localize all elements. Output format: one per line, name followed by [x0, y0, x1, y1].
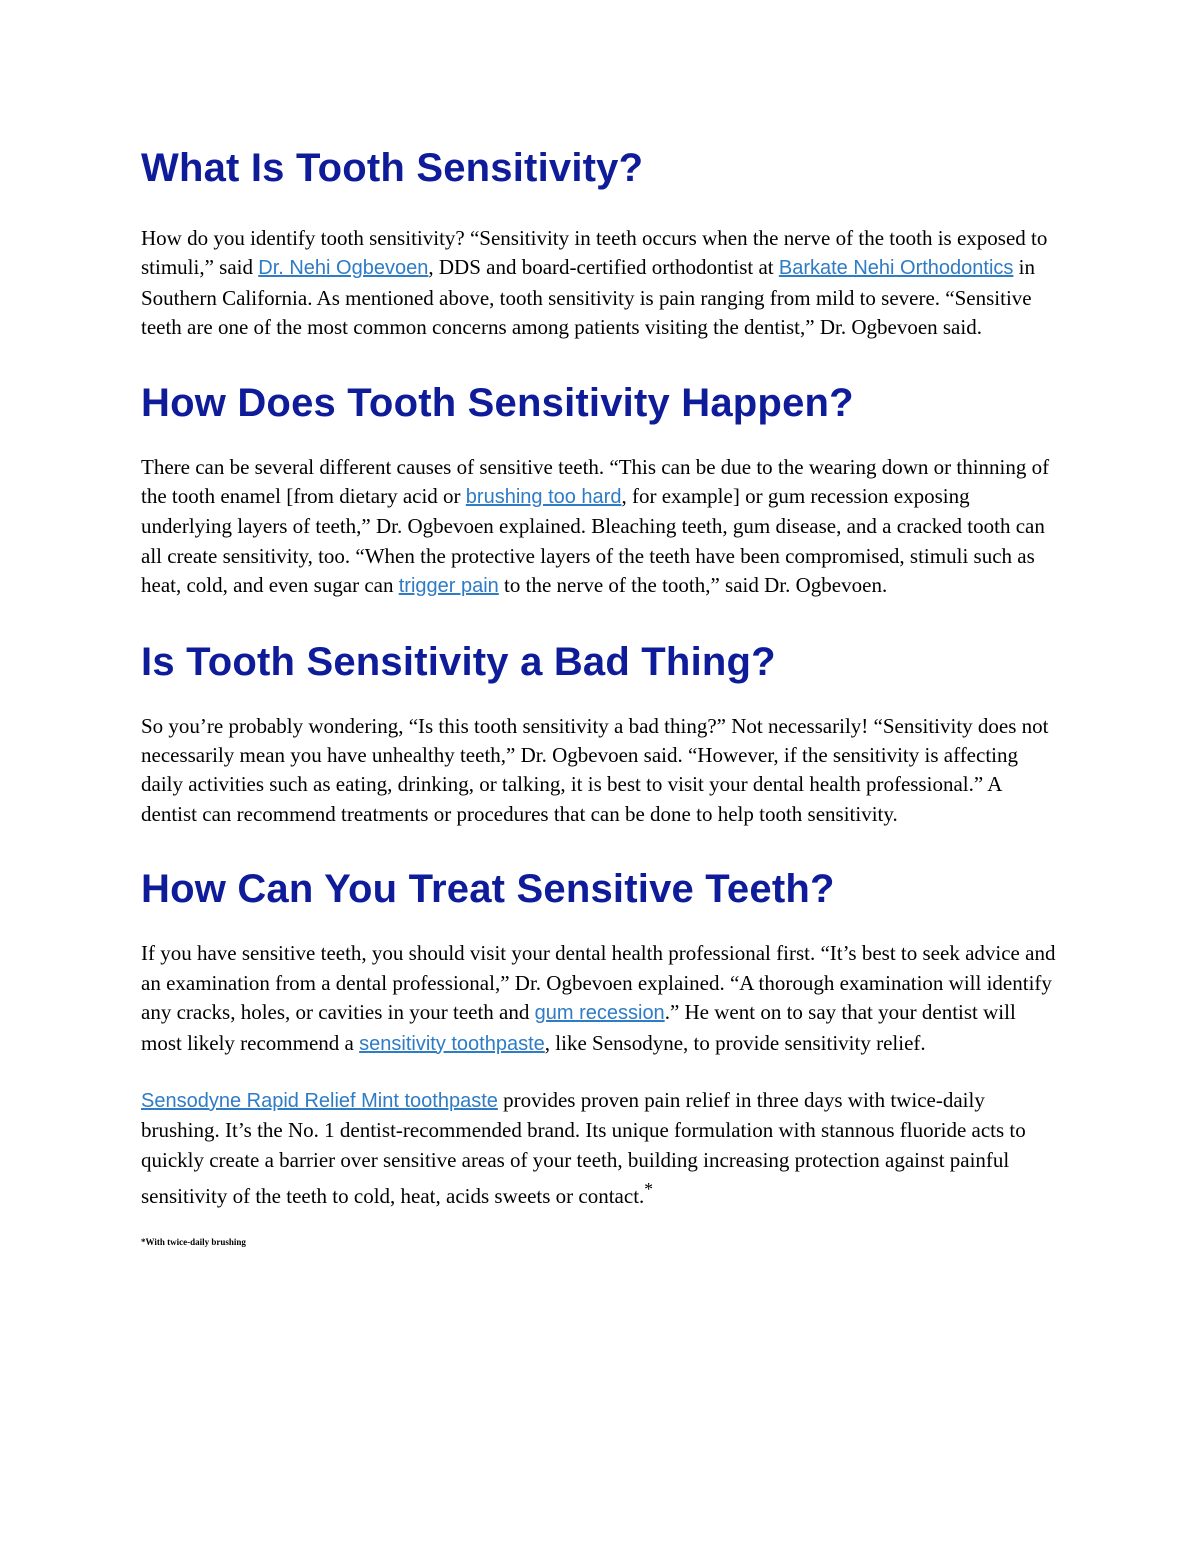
text-segment: to the nerve of the tooth,” said Dr. Ogbevoen.	[498, 573, 888, 598]
heading-how-does-tooth-sensitivity-happen: How Does Tooth Sensitivity Happen?	[141, 380, 854, 425]
text-segment: , for example] or gum recession exposing underlying layers of teeth,” Dr. Ogbevoen explained. Bleaching teeth, gum disease, and a cracked tooth can all create sensitivity, too. “When the protective layers of the teeth have been compromised, stimuli such as heat, cold, and even sugar can	[141, 484, 1045, 598]
link-dr-nehi-ogbevoen[interactable]: Dr. Nehi Ogbevoen	[258, 257, 429, 280]
link-barkate-nehi-orthodontics[interactable]: Barkate Nehi Orthodontics	[778, 257, 1014, 280]
paragraph-how-does-tooth-sensitivity-happen	[141, 453, 1061, 602]
heading-how-can-you-treat-sensitive-teeth: How Can You Treat Sensitive Teeth?	[141, 867, 835, 912]
link-brushing-too-hard[interactable]: brushing too hard	[465, 486, 622, 509]
text-segment: provides proven pain relief in three days with twice-daily brushing. It’s the No. 1 dentist-recommended brand. Its unique formulation with stannous fluoride acts to quickly create a barrier over sensitive areas of your teeth, building increasing protection against painful sensitivity of the teeth to cold, heat, acids sweets or contact.	[141, 1087, 1026, 1209]
paragraph-how-can-you-treat-sensitive-teeth	[141, 939, 1061, 1059]
footnote: *With twice-daily brushing	[141, 1236, 246, 1247]
heading-what-is-tooth-sensitivity: What Is Tooth Sensitivity?	[141, 146, 644, 190]
text-segment: How do you identify tooth sensitivity? “Sensitivity in teeth occurs when the nerve of the tooth is exposed to stimuli,” said	[141, 226, 1048, 280]
text-segment: , DDS and board-certified orthodontist at	[428, 255, 779, 280]
document-page	[141, 140, 1061, 1248]
link-trigger-pain[interactable]: trigger pain	[398, 575, 499, 598]
text-segment: If you have sensitive teeth, you should visit your dental health professional first. “It’s best to seek advice and an examination from a dental professional,” Dr. Ogbevoen explained. “A thorough examination will identify any cracks, holes, or cavities in your teeth and	[141, 941, 1056, 1025]
paragraph-what-is-tooth-sensitivity	[141, 224, 1061, 343]
paragraph-is-tooth-sensitivity-bad	[141, 712, 1061, 830]
footnote-marker: *	[644, 1179, 654, 1200]
link-sensitivity-toothpaste[interactable]: sensitivity toothpaste	[359, 1032, 545, 1055]
paragraph-sensodyne	[141, 1086, 1061, 1212]
text-segment: There can be several different causes of sensitive teeth. “This can be due to the wearing down or thinning of the tooth enamel [from dietary acid or	[141, 454, 1050, 509]
text-segment: .” He went on to say that your dentist will most likely recommend a	[141, 1000, 1016, 1055]
text-segment: , like Sensodyne, to provide sensitivity relief.	[544, 1030, 926, 1055]
link-sensodyne-rapid-relief[interactable]: Sensodyne Rapid Relief Mint toothpaste	[141, 1089, 498, 1112]
link-gum-recession[interactable]: gum recession	[534, 1002, 665, 1025]
heading-is-tooth-sensitivity-bad: Is Tooth Sensitivity a Bad Thing?	[141, 639, 776, 684]
text-segment: in Southern California. As mentioned above, tooth sensitivity is pain ranging from mild to severe. “Sensitive teeth are one of the most common concerns among patients visiting the dentist,” Dr. Ogbevoen said.	[141, 255, 1036, 340]
text-segment: So you’re probably wondering, “Is this tooth sensitivity a bad thing?” Not necessarily! “Sensitivity does not necessarily mean you have unhealthy teeth,” Dr. Ogbevoen said. “However, if the sensitivity is affecting daily activities such as eating, drinking, or talking, it is best to visit your dental health professional.” A dentist can recommend treatments or procedures that can be done to help tooth sensitivity.	[141, 713, 1049, 826]
